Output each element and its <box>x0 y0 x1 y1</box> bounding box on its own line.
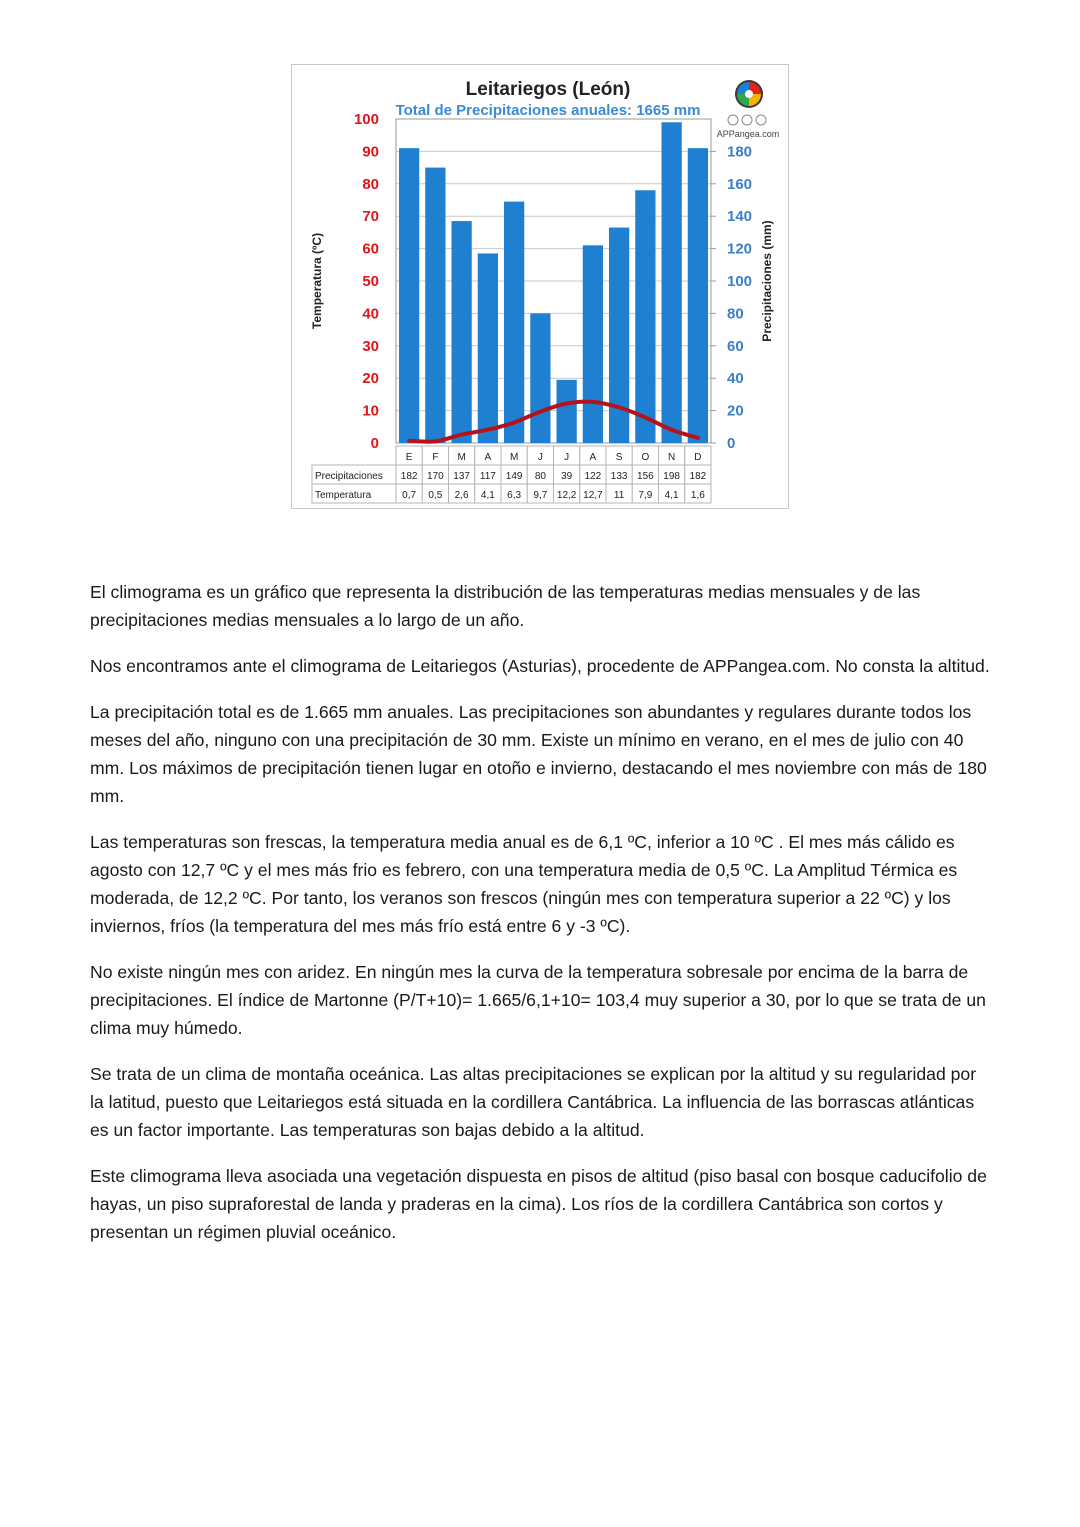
left-tick-label: 90 <box>362 143 379 161</box>
right-tick-label: 160 <box>727 175 753 193</box>
month-label: M <box>457 452 466 463</box>
chart-title: Leitariegos (León) <box>465 79 631 100</box>
precipitation-bar <box>452 221 472 443</box>
precipitation-bar <box>688 148 708 443</box>
month-label: S <box>615 452 623 463</box>
data-table <box>312 446 711 503</box>
month-label: O <box>641 452 650 463</box>
row-header-label: Precipitaciones <box>315 471 383 482</box>
value-label: 1,6 <box>690 490 705 501</box>
climograph-chart <box>292 65 788 508</box>
value-label: 182 <box>689 471 707 482</box>
left-tick-label: 0 <box>370 435 379 452</box>
month-label: A <box>589 452 597 463</box>
appangea-logo-icon <box>735 80 763 108</box>
left-tick-label: 100 <box>353 111 379 128</box>
value-label: 39 <box>561 471 573 482</box>
value-label: 9,7 <box>533 490 548 501</box>
month-label: A <box>484 452 492 463</box>
value-label: 11 <box>613 490 625 501</box>
right-axis-ticks <box>711 143 752 452</box>
right-tick-label: 80 <box>727 305 744 323</box>
precipitation-bars <box>399 122 708 443</box>
value-label: 122 <box>584 471 602 482</box>
value-label: 12,7 <box>583 490 603 501</box>
left-tick-label: 30 <box>362 337 379 355</box>
right-tick-label: 20 <box>727 402 744 420</box>
climograph-figure <box>291 64 789 509</box>
precipitation-bar <box>425 168 445 443</box>
paragraph-precipitation: La precipitación total es de 1.665 mm anuales. Las precipitaciones son abundantes y regulares durante todos los meses del año, ninguno con una precipitación de 30 mm. Existe un mínimo en verano, en el mes de julio con 40 mm. Los máximos de precipitación tienen lugar en otoño e invierno, destacando el mes noviembre con más de 180 mm. <box>90 702 987 806</box>
value-label: 0,7 <box>402 490 417 501</box>
month-label: D <box>694 452 702 463</box>
value-label: 137 <box>453 471 470 482</box>
month-label: M <box>509 452 519 463</box>
value-label: 2,6 <box>454 490 469 501</box>
value-label: 6,3 <box>507 490 522 501</box>
value-label: 182 <box>400 471 418 482</box>
paragraph-definition: El climograma es un gráfico que representa la distribución de las temperaturas medias mensuales y de las precipitaciones medias mensuales a lo largo de un año. <box>90 582 921 630</box>
right-tick-label: 0 <box>727 435 736 452</box>
left-tick-label: 80 <box>362 175 379 193</box>
value-label: 0,5 <box>428 490 443 501</box>
value-label: 4,1 <box>480 490 495 501</box>
value-label: 12,2 <box>556 490 577 501</box>
month-label: J <box>564 452 570 463</box>
left-axis-ticks <box>354 111 379 452</box>
right-tick-label: 40 <box>727 370 744 388</box>
precipitation-bar <box>583 245 603 443</box>
left-tick-label: 40 <box>362 305 379 323</box>
value-label: 198 <box>663 471 680 482</box>
value-label: 117 <box>479 471 496 482</box>
value-label: 133 <box>610 471 628 482</box>
y-axis-left-label: Temperatura (ºC) <box>310 232 324 330</box>
value-label: 4,1 <box>664 490 679 501</box>
left-tick-label: 20 <box>362 370 379 388</box>
paragraph-aridity: No existe ningún mes con aridez. En ningún mes la curva de la temperatura sobresale por encima de la barra de precipitaciones. El índice de Martonne (P/T+10)= 1.665/6,1+10= 103,4 muy superior a 30, por lo que se trata de un clima muy húmedo. <box>90 962 986 1038</box>
precipitation-bar <box>399 148 419 443</box>
cc-license-icon <box>728 115 766 125</box>
month-label: J <box>537 452 543 463</box>
right-tick-label: 180 <box>727 143 753 161</box>
right-tick-label: 120 <box>727 240 753 258</box>
precipitation-bar <box>530 313 550 443</box>
value-label: 149 <box>505 471 523 482</box>
chart-subtitle: Total de Precipitaciones anuales: 1665 mm <box>395 102 701 119</box>
paragraph-climate-type: Se trata de un clima de montaña oceánica. Las altas precipitaciones se explican por la altitud y su regularidad por la latitud, puesto que Leitariegos está situada en la cordillera Cantábrica. La influencia de las borrascas atlánticas es un factor importante. Las temperaturas son bajas debido a la altitud. <box>90 1064 977 1140</box>
precipitation-bar <box>662 122 682 443</box>
precipitation-bar <box>557 380 577 443</box>
precipitation-bar <box>635 190 655 443</box>
month-label: N <box>668 452 676 463</box>
left-tick-label: 70 <box>362 208 379 226</box>
document-body <box>90 578 990 1264</box>
y-axis-right-label: Precipitaciones (mm) <box>760 220 774 342</box>
value-label: 156 <box>637 471 654 482</box>
row-header-label: Temperatura <box>315 490 372 501</box>
right-tick-label: 140 <box>727 208 753 226</box>
left-tick-label: 60 <box>362 240 379 258</box>
paragraph-temperature: Las temperaturas son frescas, la temperatura media anual es de 6,1 ºC, inferior a 10 ºC . El mes más cálido es agosto con 12,7 ºC y el mes más frio es febrero, con una temperatura media de 0,5 ºC. La Amplitud Térmica es moderada, de 12,2 ºC. Por tanto, los veranos son frescos (ningún mes con temperatura superior a 22 ºC) y los inviernos, fríos (la temperatura del mes más frío está entre 6 y -3 ºC). <box>90 832 958 936</box>
left-tick-label: 50 <box>362 273 379 290</box>
month-label: E <box>405 452 413 463</box>
value-label: 170 <box>427 471 444 482</box>
right-tick-label: 100 <box>727 273 753 290</box>
source-label: APPangea.com <box>716 129 780 139</box>
precipitation-bar <box>478 253 498 443</box>
precipitation-bar <box>504 202 524 443</box>
month-label: F <box>432 452 439 463</box>
paragraph-location: Nos encontramos ante el climograma de Leitariegos (Asturias), procedente de APPangea.com. No consta la altitud. <box>90 656 990 676</box>
value-label: 7,9 <box>638 490 653 501</box>
right-tick-label: 60 <box>727 337 744 355</box>
value-label: 80 <box>534 471 546 482</box>
left-tick-label: 10 <box>362 402 379 420</box>
paragraph-vegetation: Este climograma lleva asociada una vegetación dispuesta en pisos de altitud (piso basal con bosque caducifolio de hayas, un piso supraforestal de landa y praderas en la cima). Los ríos de la cordillera Cantábrica son cortos y presentan un régimen pluvial oceánico. <box>90 1166 987 1242</box>
